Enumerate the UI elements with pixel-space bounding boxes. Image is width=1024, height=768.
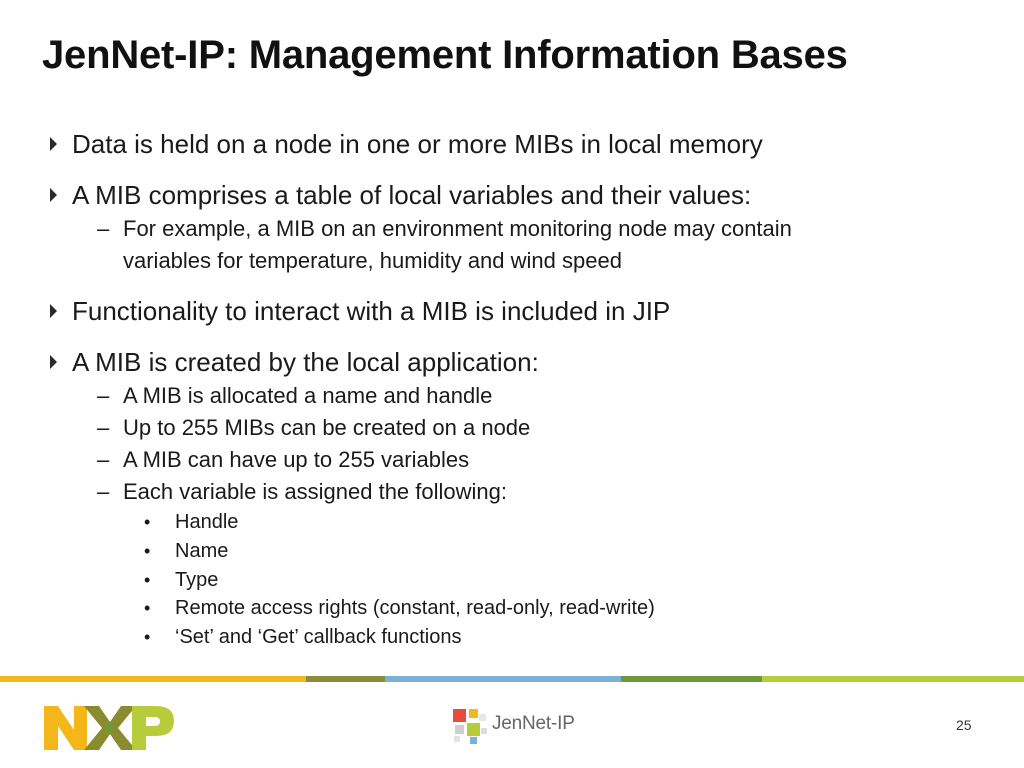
variable-attr-text: Name <box>175 540 229 562</box>
footer-bar-green <box>621 676 762 682</box>
dash-marker: – <box>97 216 110 241</box>
variable-attr-name <box>144 537 229 565</box>
bullet-arrow-icon <box>50 304 57 318</box>
bullet-4-sub-4 <box>97 476 508 508</box>
bullet-4-sub-2 <box>97 412 531 444</box>
variable-attr-text: Handle <box>175 511 239 533</box>
variable-attr-handle <box>144 508 239 536</box>
bullet-2 <box>72 180 751 210</box>
variable-attr-callbacks <box>144 623 462 651</box>
variable-attr-text: Remote access rights (constant, read-only, read-write) <box>175 597 655 619</box>
footer-bar-blue <box>385 676 621 682</box>
dash-marker: – <box>97 415 110 440</box>
nxp-logo <box>34 694 176 752</box>
variable-attr-text: Type <box>175 569 219 591</box>
bullet-2-sub-1-line-2: variables for temperature, humidity and wind speed <box>123 248 622 273</box>
bullet-4-sub-3 <box>97 444 470 476</box>
bullet-4-sub-1 <box>97 380 493 412</box>
bullet-1 <box>72 129 763 159</box>
bullet-arrow-icon <box>50 355 57 369</box>
bullet-dot: • <box>144 570 151 590</box>
bullet-4 <box>72 347 539 377</box>
nxp-logo-text: NXP <box>34 694 37 695</box>
bullet-4-sub-2-text: Up to 255 MIBs can be created on a node <box>123 415 531 440</box>
bullet-3-text: Functionality to interact with a MIB is included in JIP <box>72 296 671 326</box>
dash-marker: – <box>97 479 110 504</box>
bullet-3 <box>72 296 670 326</box>
slide-title: JenNet-IP: Management Information Bases <box>42 33 848 77</box>
bullet-2-sub-1 <box>97 213 792 245</box>
page-number: 25 <box>956 717 972 733</box>
footer-bar-lime <box>762 676 1024 682</box>
bullet-4-sub-3-text: A MIB can have up to 255 variables <box>123 447 470 472</box>
variable-attr-access <box>144 594 655 622</box>
bullet-arrow-icon <box>50 137 57 151</box>
bullet-1-text: Data is held on a node in one or more MIBs in local memory <box>72 129 763 159</box>
dash-marker: – <box>97 447 110 472</box>
bullet-2-sub-1-cont <box>123 245 622 277</box>
bullet-arrow-icon <box>50 188 57 202</box>
bullet-4-sub-4-text: Each variable is assigned the following: <box>123 479 508 504</box>
bullet-dot: • <box>144 598 151 618</box>
bullet-dot: • <box>144 512 151 532</box>
bullet-4-text: A MIB is created by the local application: <box>72 347 539 377</box>
footer-bar-yellow <box>0 676 306 682</box>
dash-marker: – <box>97 383 110 408</box>
footer-bar-olive <box>306 676 385 682</box>
variable-attr-type <box>144 566 219 594</box>
bullet-4-sub-1-text: A MIB is allocated a name and handle <box>123 383 493 408</box>
bullet-dot: • <box>144 541 151 561</box>
jennet-ip-logo-icon <box>450 706 488 744</box>
bullet-2-text: A MIB comprises a table of local variables and their values: <box>72 180 752 210</box>
variable-attr-text: ‘Set’ and ‘Get’ callback functions <box>175 626 462 648</box>
jennet-ip-logo-text: JenNet-IP <box>492 713 575 734</box>
bullet-dot: • <box>144 627 151 647</box>
bullet-2-sub-1-line-1: For example, a MIB on an environment monitoring node may contain <box>123 216 792 241</box>
